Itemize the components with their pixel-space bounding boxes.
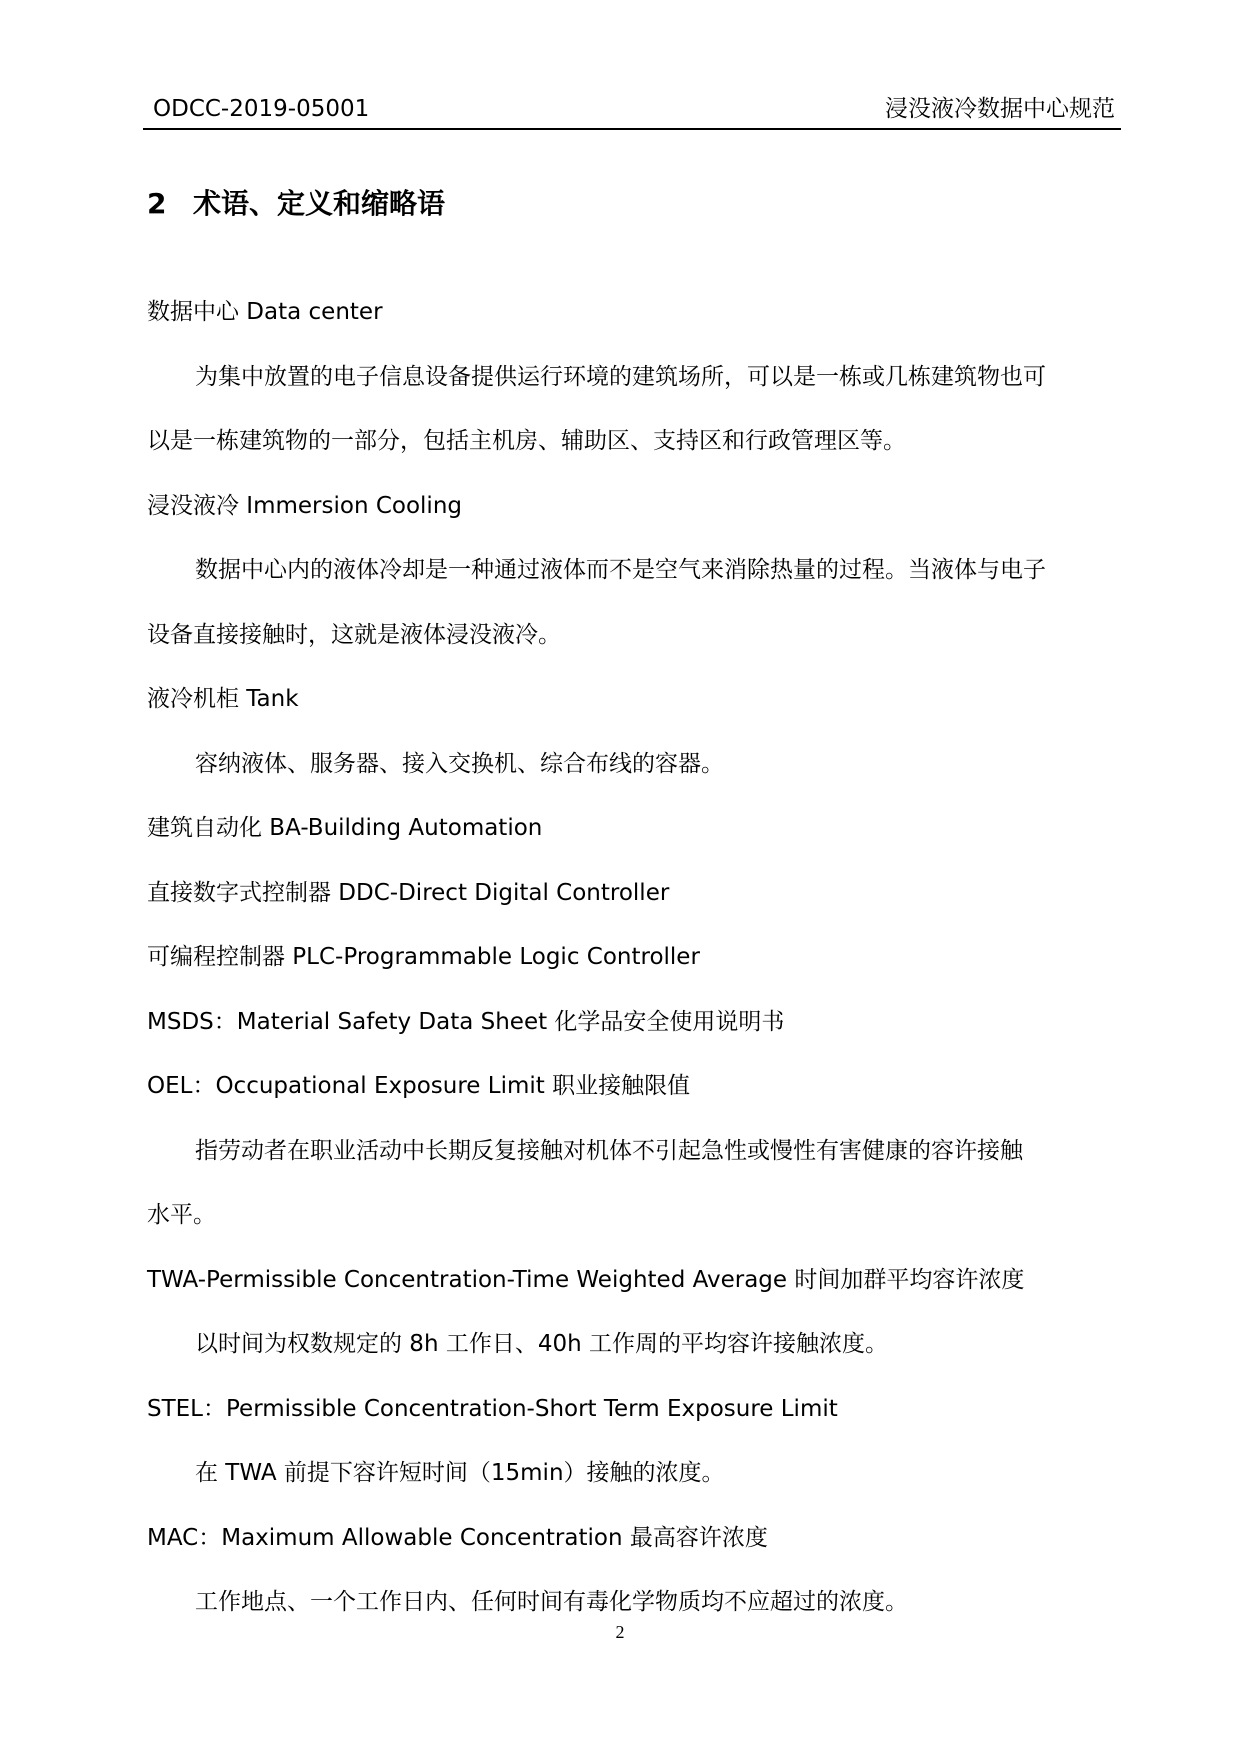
- term-line: 以是一栋建筑物的一部分，包括主机房、辅助区、支持区和行政管理区等。: [147, 428, 906, 454]
- term-line: 建筑自动化 BA-Building Automation: [147, 815, 543, 841]
- term-line: 水平。: [147, 1202, 216, 1228]
- section-heading: [147, 184, 445, 224]
- term-line: MSDS：Material Safety Data Sheet 化学品安全使用说明书: [147, 1008, 785, 1035]
- term-line: TWA-Permissible Concentration-Time Weighted Average 时间加群平均容许浓度: [147, 1266, 1025, 1293]
- header-divider: [143, 128, 1121, 130]
- body-paragraph-line: 为集中放置的电子信息设备提供运行环境的建筑场所，可以是一栋或几栋建筑物也可: [195, 363, 1046, 390]
- section-number: 2: [147, 187, 167, 220]
- page-header: [147, 92, 1121, 128]
- body-paragraph-line: 数据中心内的液体冷却是一种通过液体而不是空气来消除热量的过程。当液体与电子: [195, 557, 1046, 583]
- body-paragraph-line: 工作地点、一个工作日内、任何时间有毒化学物质均不应超过的浓度。: [195, 1589, 908, 1615]
- term-line: 液冷机柜 Tank: [147, 686, 299, 712]
- page-number: 2: [615, 1622, 625, 1642]
- term-line: 浸没液冷 Immersion Cooling: [147, 492, 463, 519]
- term-line: 直接数字式控制器 DDC-Direct Digital Controller: [147, 879, 670, 906]
- term-line: OEL：Occupational Exposure Limit 职业接触限值: [147, 1073, 691, 1099]
- term-line: 可编程控制器 PLC-Programmable Logic Controller: [147, 944, 700, 970]
- section-title-text: 术语、定义和缩略语: [193, 187, 446, 220]
- body-content: [147, 280, 1121, 1635]
- header-document-title: 浸没液冷数据中心规范: [885, 96, 1115, 122]
- term-line: 设备直接接触时，这就是液体浸没液冷。: [147, 621, 561, 648]
- term-line: STEL：Permissible Concentration-Short Term Exposure Limit: [147, 1395, 838, 1422]
- term-line: MAC：Maximum Allowable Concentration 最高容许浓度: [147, 1524, 768, 1551]
- body-paragraph-line: 以时间为权数规定的 8h 工作日、40h 工作周的平均容许接触浓度。: [195, 1331, 888, 1357]
- body-paragraph-line: 在 TWA 前提下容许短时间（15min）接触的浓度。: [195, 1460, 725, 1486]
- body-paragraph-line: 指劳动者在职业活动中长期反复接触对机体不引起急性或慢性有害健康的容许接触: [195, 1137, 1023, 1164]
- term-line: 数据中心 Data center: [147, 299, 383, 325]
- body-paragraph-line: 容纳液体、服务器、接入交换机、综合布线的容器。: [195, 750, 724, 777]
- header-document-code: ODCC-2019-05001: [153, 96, 370, 122]
